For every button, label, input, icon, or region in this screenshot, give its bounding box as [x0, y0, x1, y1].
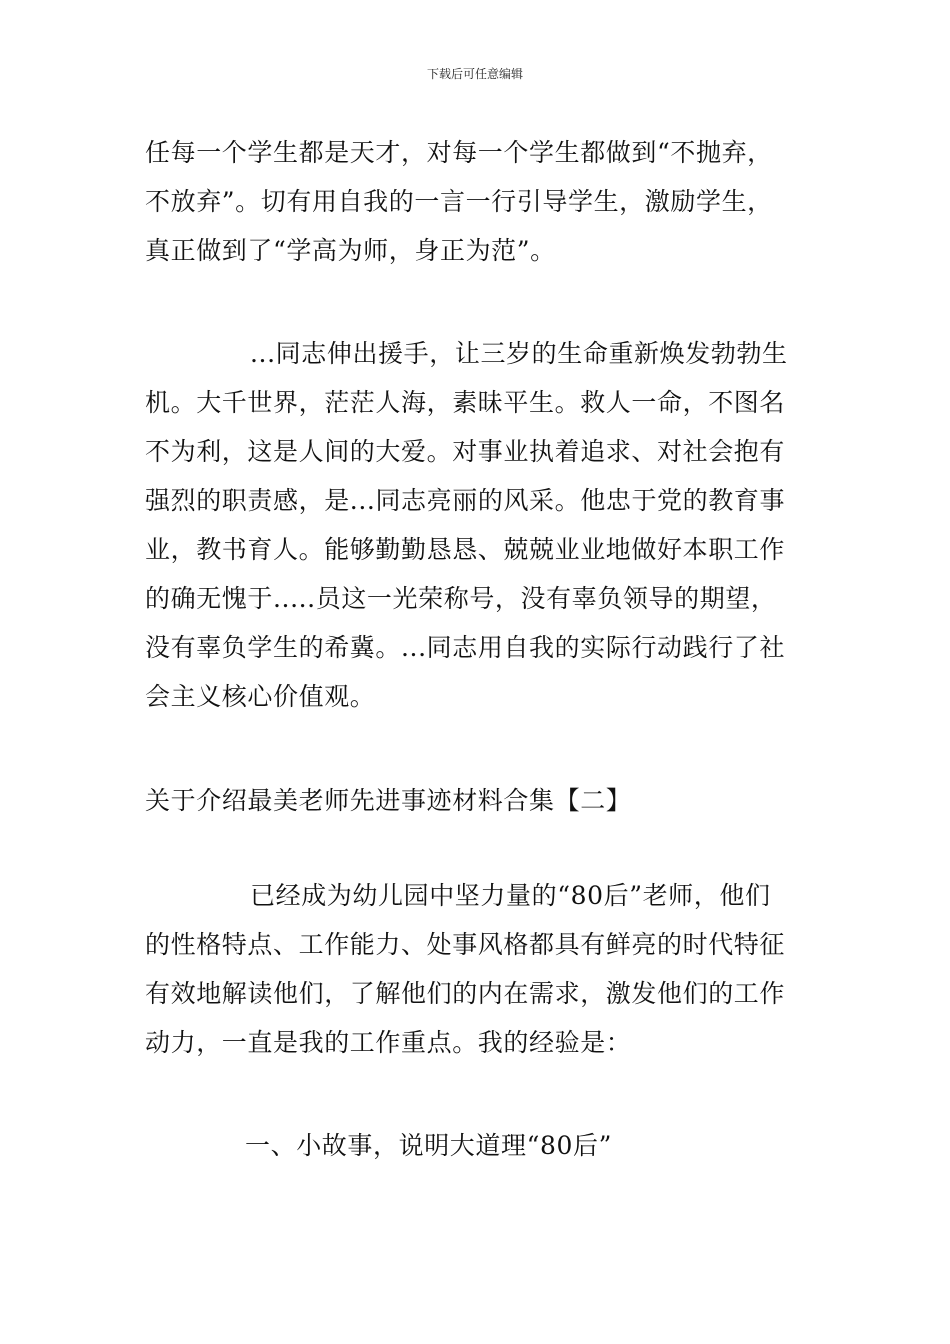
paragraph-line: 不放弃”。切有用自我的一言一行引导学生，激励学生，	[145, 187, 773, 216]
paragraph-4	[145, 1121, 807, 1170]
paragraph-line: 真正做到了“学高为师，身正为范”。	[145, 236, 556, 265]
paragraph-line: 业，教书育人。能够勤勤恳恳、兢兢业业地做好本职工作	[145, 535, 786, 564]
paragraph-line: 的确无愧于.....员这一光荣称号，没有辜负领导的期望，	[145, 584, 777, 613]
paragraph-line: 不为利，这是人间的大爱。对事业执着追求、对社会抱有	[145, 437, 786, 466]
paragraph-line: 任每一个学生都是天才，对每一个学生都做到“不抛弃，	[145, 138, 773, 167]
paragraph-line: ...同志伸出援手，让三岁的生命重新焕发勃勃生	[250, 339, 788, 368]
paragraph-line: 强烈的职责感，是...同志亮丽的风采。他忠于党的教育事	[145, 486, 786, 515]
paragraph-1	[145, 128, 807, 275]
paragraph-line: 有效地解读他们，了解他们的内在需求，激发他们的工作	[145, 979, 786, 1008]
page-header: 下载后可任意编辑	[426, 67, 523, 81]
paragraph-line: 一、小故事，说明大道理“80后”	[245, 1131, 612, 1160]
paragraph-line: 的性格特点、工作能力、处事风格都具有鲜亮的时代特征	[145, 930, 786, 959]
section-heading	[145, 776, 807, 825]
paragraph-2	[145, 329, 807, 721]
paragraph-3	[145, 871, 807, 1067]
paragraph-line: 动力，一直是我的工作重点。我的经验是：	[145, 1028, 632, 1057]
paragraph-line: 机。大千世界，茫茫人海，素昧平生。救人一命，不图名	[145, 388, 786, 417]
section-heading-text: 关于介绍最美老师先进事迹材料合集【二】	[145, 786, 632, 815]
paragraph-line: 没有辜负学生的希冀。...同志用自我的实际行动践行了社	[145, 633, 786, 662]
paragraph-line: 会主义核心价值观。	[145, 682, 376, 711]
paragraph-line: 已经成为幼儿园中坚力量的“80后”老师，他们	[250, 881, 771, 910]
